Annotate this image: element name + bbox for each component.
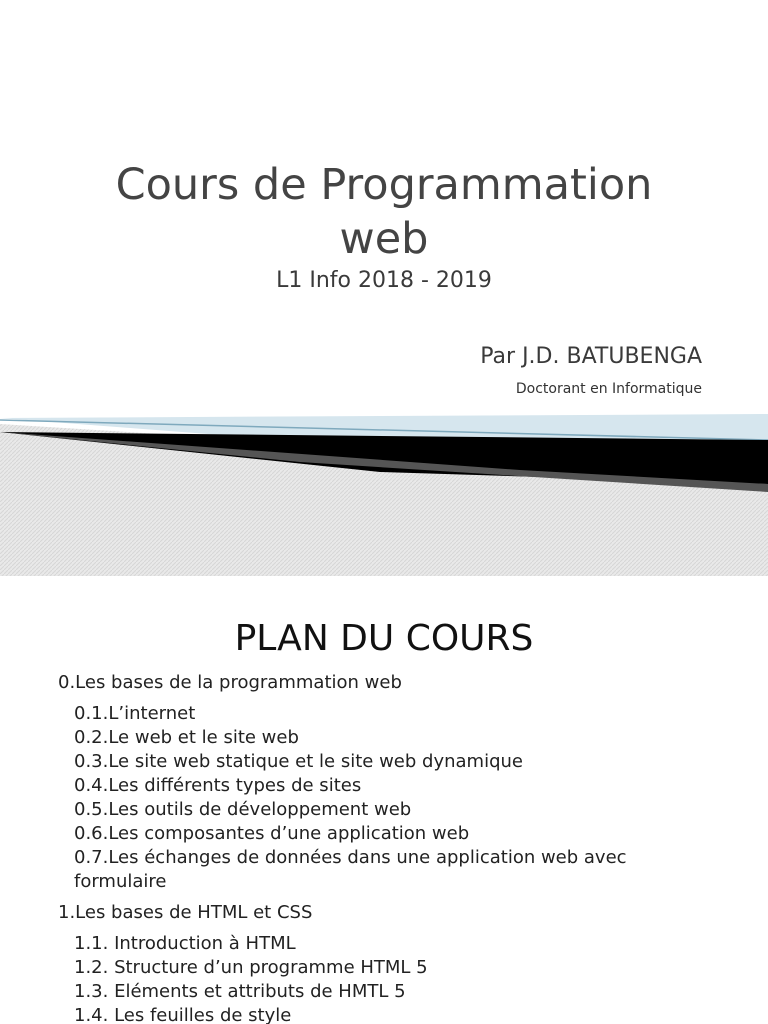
list-item: 0.5.Les outils de développement web: [74, 799, 412, 820]
slide-title-line1: Cours de Programmation: [115, 160, 653, 210]
list-item: 0.3.Le site web statique et le site web dynamique: [74, 751, 523, 772]
list-item: 0.1.L’internet: [74, 703, 196, 724]
slide-subtitle: L1 Info 2018 - 2019: [276, 268, 492, 293]
list-item: 0.6.Les composantes d’une application web: [74, 823, 470, 844]
list-item: 0.7.Les échanges de données dans une application web avec: [74, 847, 627, 868]
list-item: 0.Les bases de la programmation web: [58, 672, 402, 693]
plan-title: PLAN DU COURS: [234, 618, 534, 659]
list-item: 0.4.Les différents types de sites: [74, 775, 362, 796]
list-item: 1.Les bases de HTML et CSS: [58, 902, 313, 923]
author-name: Par J.D. BATUBENGA: [480, 344, 702, 369]
slide-title-line2: web: [339, 214, 429, 264]
list-item: 1.4. Les feuilles de style: [74, 1005, 292, 1024]
slide-title: [0, 158, 768, 266]
list-item: 1.2. Structure d’un programme HTML 5: [74, 957, 428, 978]
plan-slide: [0, 576, 768, 1024]
author-role: Doctorant en Informatique: [515, 381, 702, 397]
list-item: 0.2.Le web et le site web: [74, 727, 299, 748]
list-item: 1.1. Introduction à HTML: [74, 933, 296, 954]
list-item: 1.3. Eléments et attributs de HMTL 5: [74, 981, 406, 1002]
list-item: formulaire: [74, 871, 167, 892]
decorative-stripes: [0, 410, 768, 576]
